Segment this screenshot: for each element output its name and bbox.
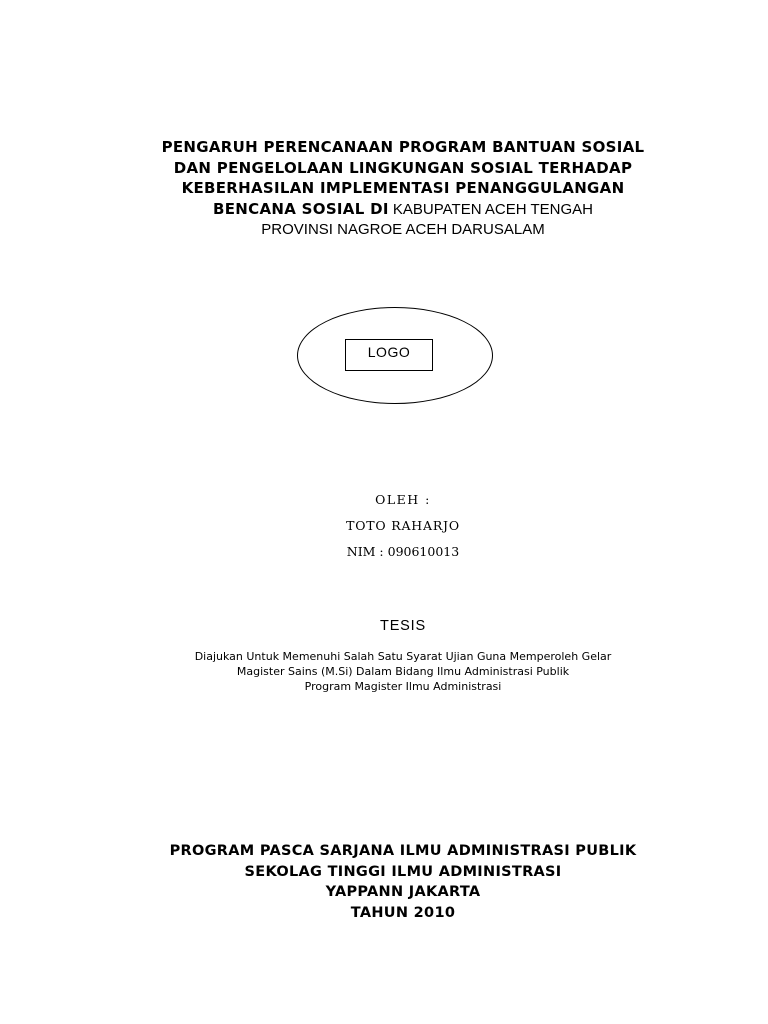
document-type-label: TESIS [380,618,426,634]
logo-placeholder [297,307,495,406]
institution-line-1: PROGRAM PASCA SARJANA ILMU ADMINISTRASI PUBLIK [169,843,637,859]
thesis-title [120,137,686,241]
logo-label-box: LOGO [345,339,433,371]
institution-line-3: YAPPANN JAKARTA [325,884,481,900]
title-line-1: PENGARUH PERENCANAAN PROGRAM BANTUAN SOSIAL [161,138,645,156]
purpose-line-2: Magister Sains (M.Si) Dalam Bidang Ilmu Administrasi Publik [236,665,570,678]
title-line-3: KEBERHASILAN IMPLEMENTASI PENANGGULANGAN [181,179,625,197]
institution-info [120,841,686,923]
purpose-line-3: Program Magister Ilmu Administrasi [304,680,502,693]
title-line-4-regular: KABUPATEN ACEH TENGAH [388,200,593,218]
title-line-2: DAN PENGELOLAAN LINGKUNGAN SOSIAL TERHADAP [173,158,633,177]
by-label: OLEH : [375,492,431,507]
institution-line-4: TAHUN 2010 [350,904,456,921]
author-name: TOTO RAHARJO [346,518,460,533]
institution-line-2: SEKOLAG TINGGI ILMU ADMINISTRASI [244,863,562,880]
purpose-line-1: Diajukan Untuk Memenuhi Salah Satu Syarat Ujian Guna Memperoleh Gelar [194,650,612,663]
title-line-5: PROVINSI NAGROE ACEH DARUSALAM [261,221,545,238]
student-number: NIM : 090610013 [346,544,460,559]
title-line-4-bold: BENCANA SOSIAL DI [213,199,389,218]
purpose-statement [120,649,686,694]
author-info [250,492,556,570]
title-line-4 [120,199,686,221]
